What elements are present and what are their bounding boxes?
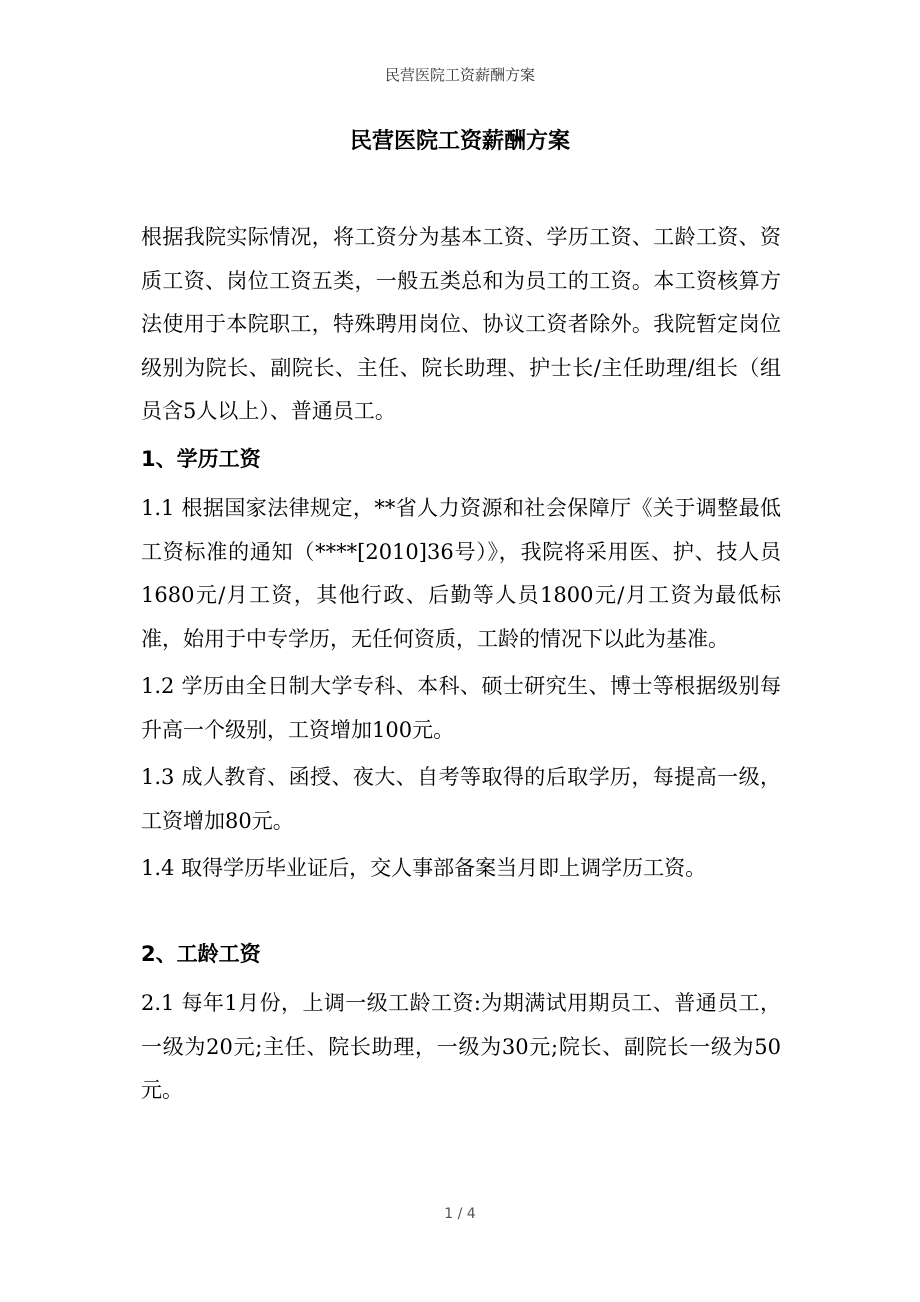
document-body — [141, 216, 781, 1117]
paragraph-1-4: 1.4 取得学历毕业证后，交人事部备案当月即上调学历工资。 — [141, 856, 707, 880]
section-heading-education: 1、学历工资 — [141, 446, 261, 471]
paragraph-1-1: 1.1 根据国家法律规定，**省人力资源和社会保障厅《关于调整最低工资标准的通知（****[2010]36号）》，我院将采用医、护、技人员1680元/月工资，其他行政、后勤等人员1800元/月工资为最低标准，始用于中专学历，无任何资质，工龄的情况下以此为基准。 — [141, 496, 781, 651]
paragraph-1-3: 1.3 成人教育、函授、夜大、自考等取得的后取学历，每提高一级，工资增加80元。 — [141, 765, 781, 833]
intro-paragraph: 根据我院实际情况，将工资分为基本工资、学历工资、工龄工资、资质工资、岗位工资五类，一般五类总和为员工的工资。本工资核算方法使用于本院职工，特殊聘用岗位、协议工资者除外。我院暂定岗位级别为院长、副院长、主任、院长助理、护士长/主任助理/组长（组员含5人以上）、普通员工。 — [141, 225, 781, 423]
document-title: 民营医院工资薪酬方案 — [349, 129, 570, 154]
section-spacer — [141, 895, 781, 933]
paragraph-1-2: 1.2 学历由全日制大学专科、本科、硕士研究生、博士等根据级别每升高一个级别，工资增加100元。 — [141, 674, 781, 742]
running-header: 民营医院工资薪酬方案 — [384, 66, 535, 84]
section-heading-seniority: 2、工龄工资 — [141, 941, 261, 966]
page-number: 1 / 4 — [444, 1206, 476, 1222]
paragraph-2-1: 2.1 每年1月份，上调一级工龄工资:为期满试用期员工、普通员工，一级为20元;主任、院长助理，一级为30元;院长、副院长一级为50元。 — [141, 991, 781, 1102]
